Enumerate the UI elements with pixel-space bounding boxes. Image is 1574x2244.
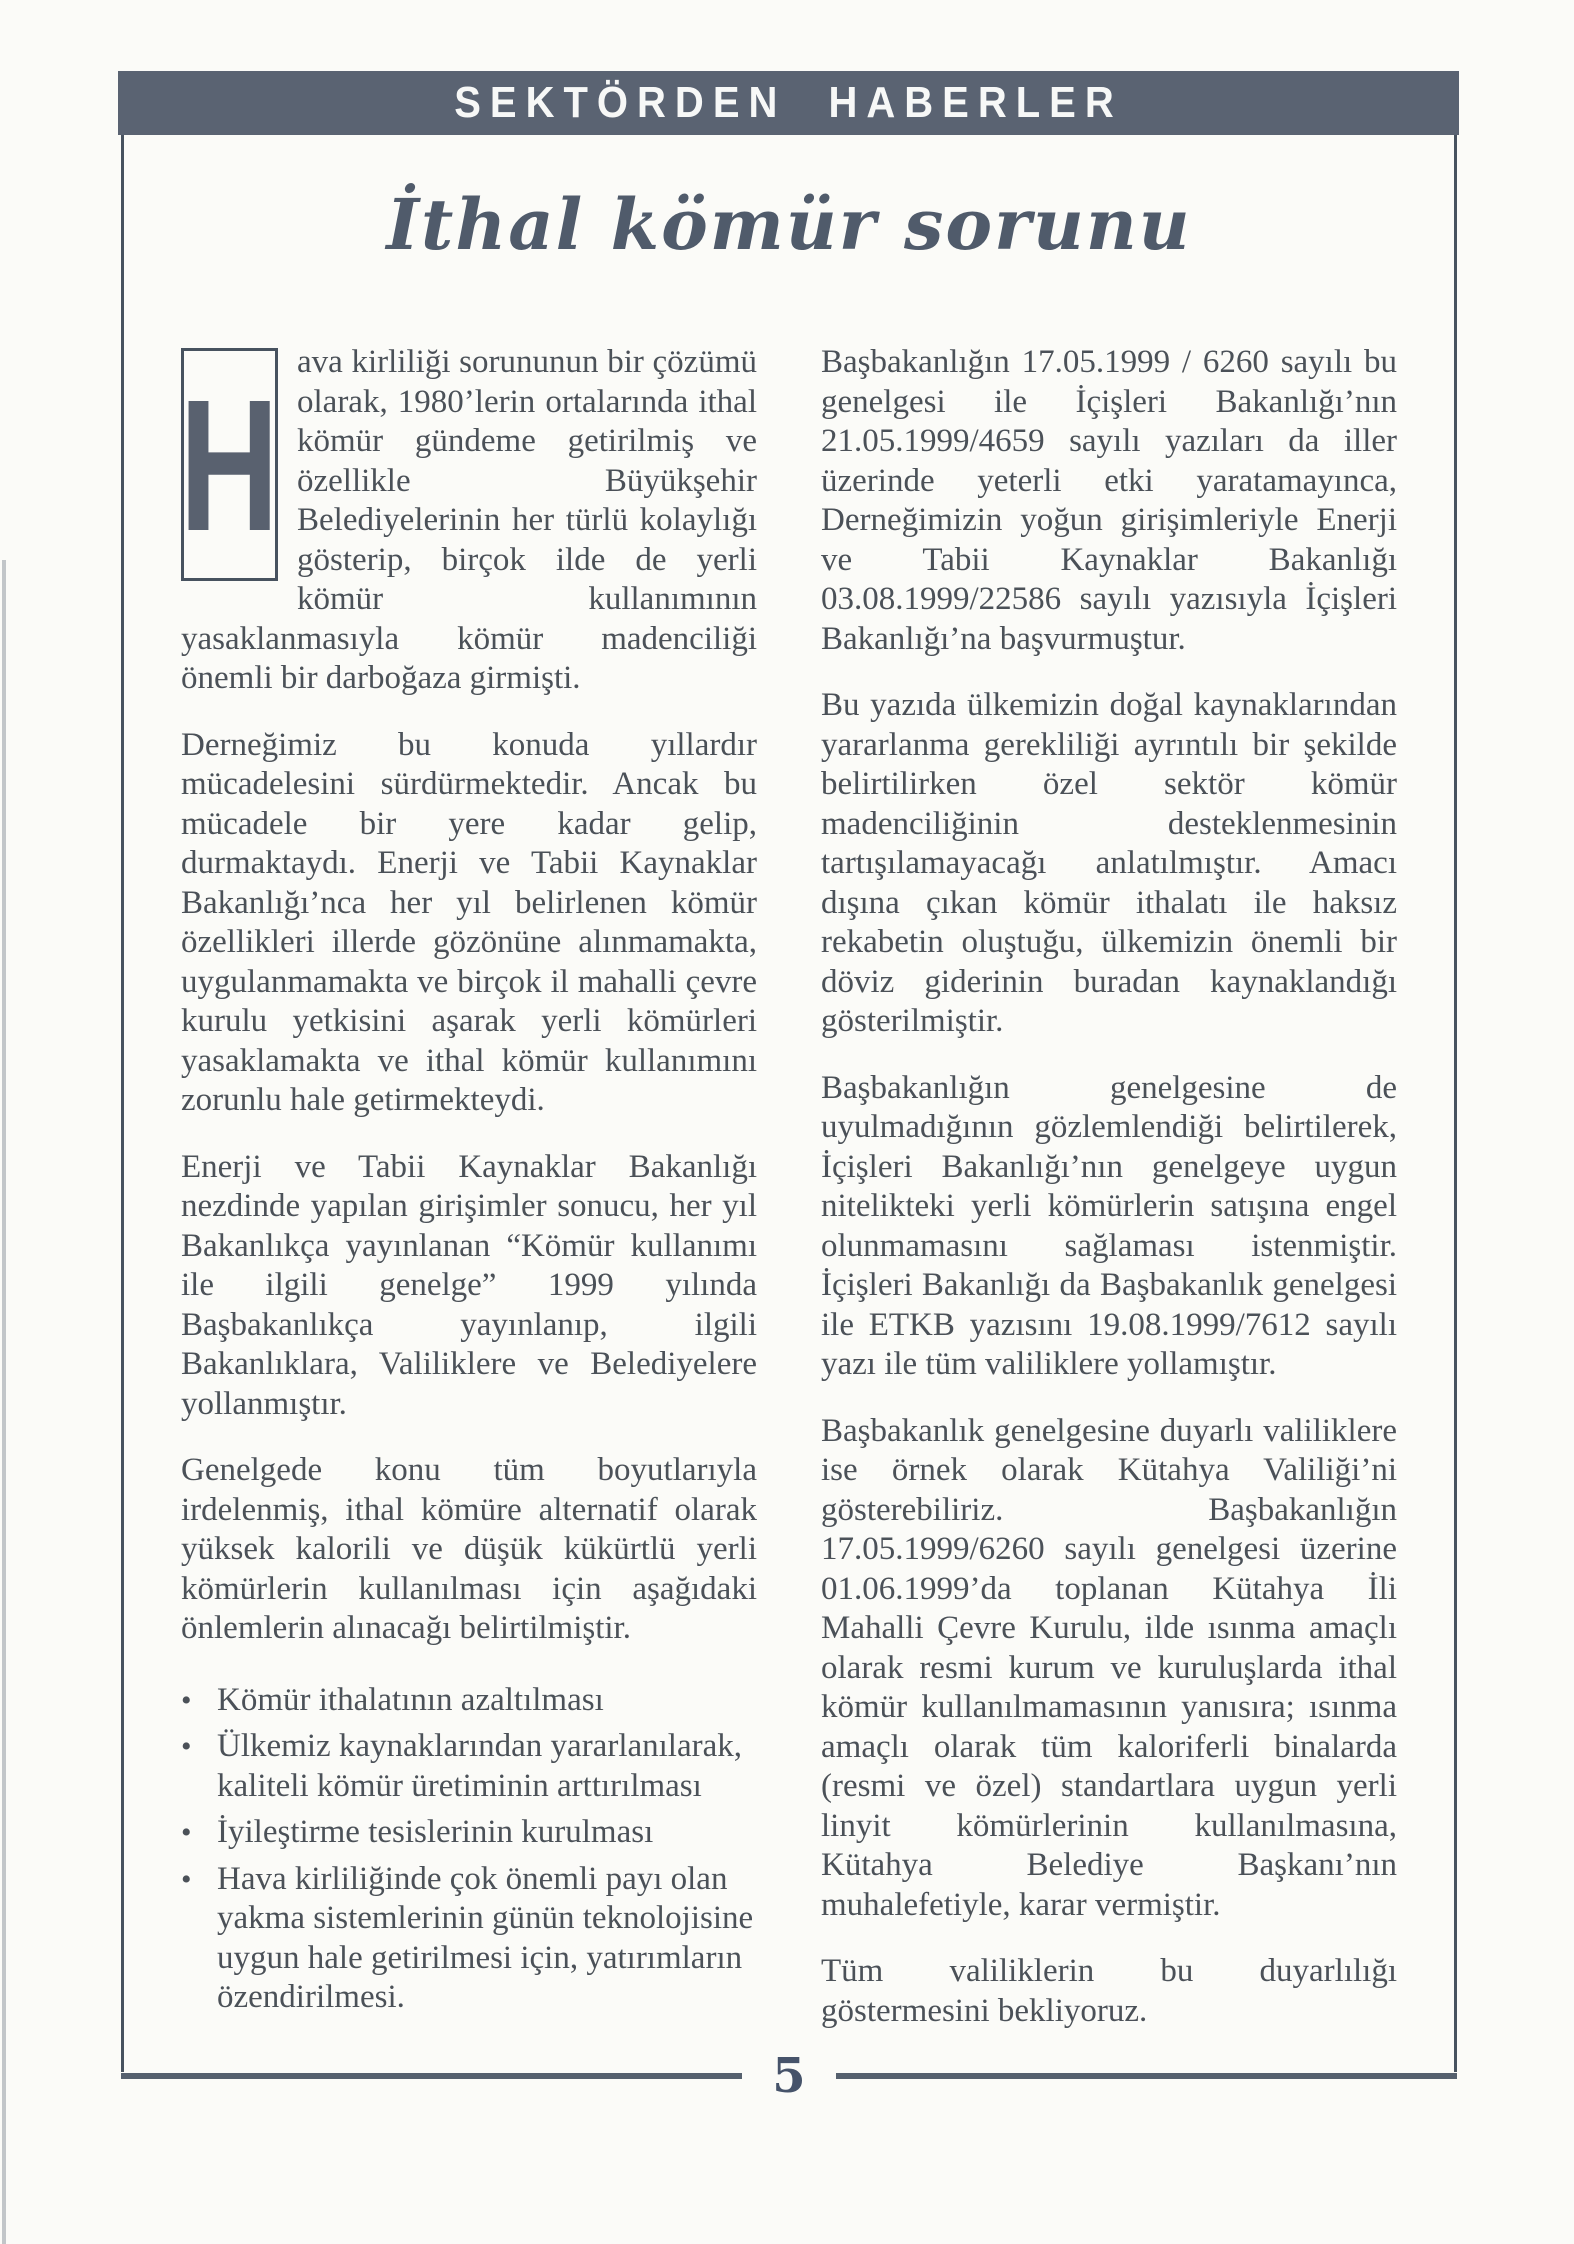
list-item-text: Kömür ithalatının azaltılması [217,1681,604,1718]
article-frame [121,135,1457,2072]
footer-rule-right [836,2073,1457,2079]
drop-cap-letter: H [179,359,280,570]
paragraph: Bu yazıda ülkemizin doğal kaynaklarından yararlanma gerekliliği ayrıntılı bir şekilde belirtilirken özel sektör kömür madenciliğinin desteklenmesinin tartışılamayacağı anlatılmıştır. Amacı dışına çıkan kömür ithalatı ile haksız rekabetin oluştuğu, ülkemizin önemli bir döviz giderinin buradan kaynaklandığı gösterilmiştir. [821,687,1397,1039]
right-column [821,343,1397,2031]
list-item [181,1860,757,2018]
page-footer [121,2050,1457,2102]
paragraph: Genelgede konu tüm boyutlarıyla irdelenmiş, ithal kömüre alternatif olarak yüksek kalorili ve düşük kükürtlü yerli kömürlerin kullanılması için aşağıdaki önlemlerin alınacağı belirtilmiştir. [181,1452,757,1646]
bullet-icon: • [181,1862,192,1896]
bullet-icon: • [181,1730,192,1763]
paragraph: Başbakanlığın 17.05.1999 / 6260 sayılı bu genelgesi ile İçişleri Bakanlığı’nın 21.05.1999/4659 sayılı yazıları da iller üzerinde yeterli etki yaratamayınca, Derneğimizin yoğun girişimleriyle Enerji ve Tabii Kaynaklar Bakanlığı 03.08.1999/22586 sayılı yazısıyla İçişleri Bakanlığı’na başvurmuştur. [821,344,1397,657]
bullet-icon: • [181,1683,192,1717]
footer-rule-left [121,2073,742,2079]
paragraph-lead-text: ava kirliliği sorununun bir çözümü olarak, 1980’lerin ortalarında ithal kömür gündeme getirilmiş ve özellikle Büyükşehir Belediyelerinin her türlü kolaylığı gösterip, birçok ilde de yerli kömür kullanımının yasaklanmasıyla kömür madenciliği önemli bir darboğaza girmişti. [181,344,757,696]
list-item [181,1681,757,1721]
paragraph: Başbakanlığın genelgesine de uyulmadığının gözlemlendiği belirtilerek, İçişleri Bakanlığı’nın genelgeye uygun nitelikteki yerli kömürlerin satışına engel olunmamasını sağlaması istenmiştir. İçişleri Bakanlığı da Başbakanlık genelgesi ile ETKB yazısını 19.08.1999/7612 sayılı yazı ile tüm valiliklere yollamıştır. [821,1069,1397,1382]
left-column [181,343,757,2031]
paragraph: Başbakanlık genelgesine duyarlı valiliklere ise örnek olarak Kütahya Valiliği’ni gösterebiliriz. Başbakanlığın 17.05.1999/6260 sayılı genelgesi üzerine 01.06.1999’da toplanan Kütahya İli Mahalli Çevre Kurulu, ilde ısınma amaçlı olarak resmi kurum ve kuruluşlarda ithal kömür kullanılmamasının yanısıra; ısınma amaçlı olarak tüm kaloriferli binalarda (resmi ve özel) standartlara uygun yerli linyit kömürlerinin kullanılmasına, Kütahya Belediye Başkanı’nın muhalefetiyle, karar vermiştir. [821,1412,1397,1923]
article-title: İthal kömür sorunu [386,183,1192,266]
paragraph: Tüm valiliklerin bu duyarlılığı göstermesini bekliyoruz. [821,1953,1397,2029]
paragraph: Enerji ve Tabii Kaynaklar Bakanlığı nezdinde yapılan girişimler sonucu, her yıl Bakanlıkça yayınlanan “Kömür kullanımı ile ilgili genelge” 1999 yılında Başbakanlıkça yayınlanıp, ilgili Bakanlıklara, Valiliklere ve Belediyelere yollanmıştır. [181,1148,757,1422]
section-header-bar [118,71,1459,135]
list-item-text: İyileştirme tesislerinin kurulması [217,1814,654,1850]
scan-edge-artifact [2,560,6,2244]
list-item-text: Ülkemiz kaynaklarından yararlanılarak, kaliteli kömür üretiminin arttırılması [217,1728,743,1804]
drop-cap-box [181,348,278,581]
page-number: 5 [772,2048,806,2104]
list-item [181,1813,757,1853]
bullet-icon: • [181,1816,192,1849]
list-item-text: Hava kirliliğinde çok önemli payı olan yakma sistemlerinin günün teknolojisine uygun hale getirilmesi için, yatırımların özendirilmesi. [217,1860,754,2015]
article-body [124,343,1454,2031]
list-item [181,1727,757,1806]
paragraph-lead [181,343,757,699]
measures-list [181,1681,757,2018]
section-header-label: SEKTÖRDEN HABERLER [454,78,1123,127]
paragraph: Derneğimiz bu konuda yıllardır mücadelesini sürdürmektedir. Ancak bu mücadele bir yere kadar gelip, durmaktaydı. Enerji ve Tabii Kaynaklar Bakanlığı’nca her yıl belirlenen kömür özellikleri illerde gözönüne alınmamakta, uygulanmamakta ve birçok il mahalli çevre kurulu yetkisini aşarak yerli kömürleri yasaklamakta ve ithal kömür kullanımını zorunlu hale getirmekteydi. [181,726,757,1118]
